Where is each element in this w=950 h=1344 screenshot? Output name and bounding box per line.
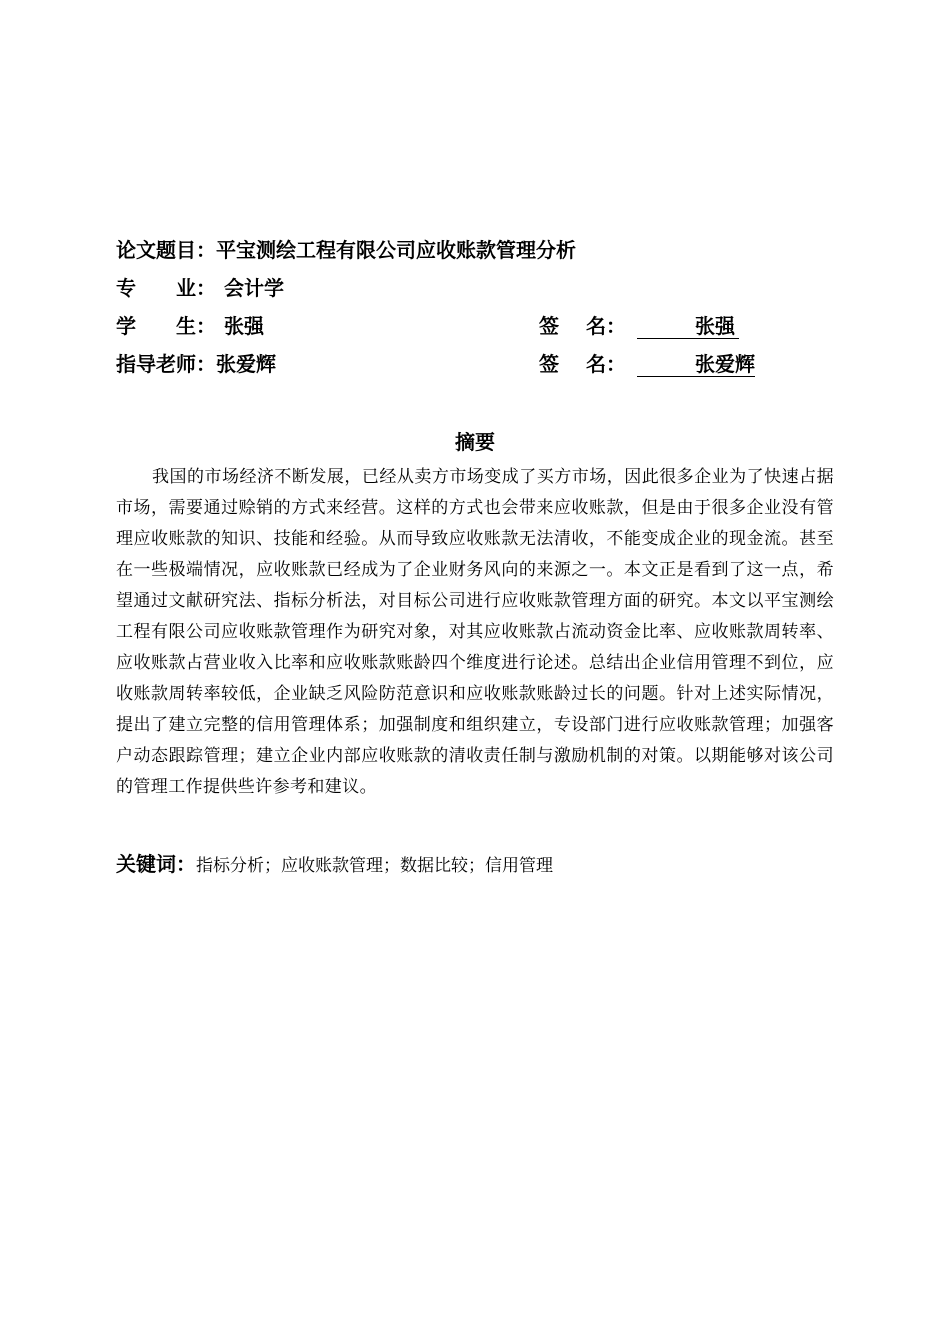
student-value: 张强 [224, 314, 264, 338]
student-signature: 张强 [637, 314, 739, 339]
keywords-list: 指标分析；应收账款管理；数据比较；信用管理 [196, 856, 553, 876]
thesis-title-value: 平宝测绘工程有限公司应收账款管理分析 [216, 238, 576, 262]
student-signature-row [539, 311, 739, 341]
thesis-title-row [116, 235, 576, 265]
advisor-signature: 张爱辉 [637, 352, 755, 377]
student-label: 学 生： [116, 314, 216, 338]
advisor-row [116, 349, 276, 379]
advisor-signature-row [539, 349, 755, 379]
major-label: 专 业： [116, 276, 216, 300]
major-value: 会计学 [224, 276, 284, 300]
student-row [116, 311, 264, 341]
advisor-label: 指导老师： [116, 352, 216, 376]
keywords-row [116, 849, 553, 881]
abstract-heading: 摘要 [455, 430, 495, 454]
major-row [116, 273, 284, 303]
abstract-body: 我国的市场经济不断发展，已经从卖方市场变成了买方市场，因此很多企业为了快速占据市场，需要通过赊销的方式来经营。这样的方式也会带来应收账款，但是由于很多企业没有管理应收账款的知识、技能和经验。从而导致应收账款无法清收，不能变成企业的现金流。甚至在一些极端情况，应收账款已经成为了企业财务风向的来源之一。本文正是看到了这一点，希望通过文献研究法、指标分析法，对目标公司进行应收账款管理方面的研究。本文以平宝测绘工程有限公司应收账款管理作为研究对象，对其应收账款占流动资金比率、应收账款周转率、应收账款占营业收入比率和应收账款账龄四个维度进行论述。总结出企业信用管理不到位，应收账款周转率较低，企业缺乏风险防范意识和应收账款账龄过长的问题。针对上述实际情况，提出了建立完整的信用管理体系；加强制度和组织建立，专设部门进行应收账款管理；加强客户动态跟踪管理；建立企业内部应收账款的清收责任制与激励机制的对策。以期能够对该公司的管理工作提供些许参考和建议。 [116, 467, 834, 797]
thesis-title-label: 论文题目： [116, 238, 216, 262]
keywords-label: 关键词： [116, 852, 196, 876]
advisor-sign-label: 签 名： [539, 352, 626, 376]
advisor-value: 张爱辉 [216, 352, 276, 376]
student-sign-label: 签 名： [539, 314, 626, 338]
